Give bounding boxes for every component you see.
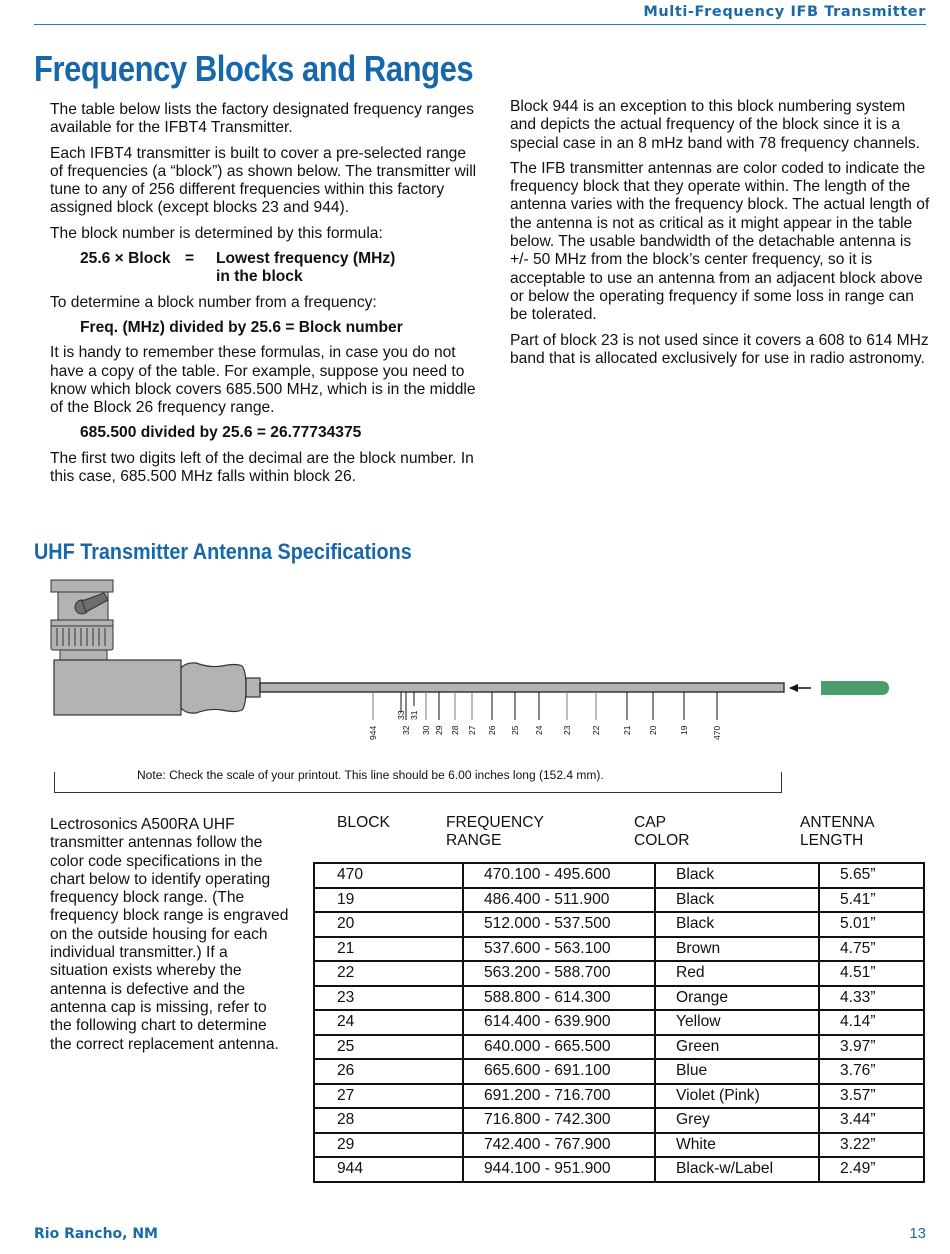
column-header-cap-color [634,814,689,851]
table-row [314,863,924,888]
cap-color-cell: Grey [655,1108,819,1133]
antenna-length-cell: 2.49” [819,1157,924,1182]
paragraph: Part of block 23 is not used since it covers a 608 to 614 MHz band that is allocated exclusively for use in radio astronomy. [510,331,929,367]
paragraph: Each IFBT4 transmitter is built to cover a pre-selected range of frequencies (a “block”) as shown below. The transmitter will tune to any of 256 different frequencies within this factory assigned block (except blocks 23 and 944). [50,144,477,217]
antenna-length-cell: 4.33” [819,986,924,1011]
tick-label: 24 [534,725,544,735]
block-cell: 944 [314,1157,463,1182]
header-line: BLOCK [337,814,390,831]
block-cell: 21 [314,937,463,962]
block-cell: 27 [314,1084,463,1109]
block-cell: 25 [314,1035,463,1060]
tick-label: 21 [622,725,632,735]
frequency-range-cell: 944.100 - 951.900 [463,1157,655,1182]
block-cell: 29 [314,1133,463,1158]
block-number-formula: Freq. (MHz) divided by 25.6 = Block number [80,318,403,336]
block-cell: 22 [314,961,463,986]
page-title: Frequency Blocks and Ranges [34,48,474,89]
block-cell: 26 [314,1059,463,1084]
table-row [314,1084,924,1109]
table-row [314,937,924,962]
formula-equals: = [185,250,195,268]
header-line: RANGE [446,832,502,850]
block-cell: 19 [314,888,463,913]
tick-label: 29 [434,725,444,735]
header-line: FREQUENCY [446,814,544,831]
frequency-range-cell: 742.400 - 767.900 [463,1133,655,1158]
paragraph: The table below lists the factory designated frequency ranges available for the IFBT4 Transmitter. [50,101,474,137]
tick-label: 19 [679,725,689,735]
scale-note: Note: Check the scale of your printout. This line should be 6.00 inches long (152.4 mm). [137,768,604,782]
antenna-spec-table [313,862,925,1183]
table-row [314,1010,924,1035]
antenna-length-cell: 3.97” [819,1035,924,1060]
tick-label: 944 [368,725,378,740]
paragraph: The first two digits left of the decimal are the block number. In this case, 685.500 MHz falls within block 26. [50,449,474,486]
arrow-left-icon [789,684,811,692]
formula-rhs-line: Lowest frequency (MHz) [216,250,396,268]
header-divider [34,24,926,25]
page-number: 13 [909,1225,926,1242]
cap-color-cell: Green [655,1035,819,1060]
tick-label: 470 [712,725,722,740]
tick-label: 26 [487,725,497,735]
cap-color-cell: Black [655,912,819,937]
formula-rhs-line: in the block [216,268,303,286]
table-row [314,1108,924,1133]
header-line: COLOR [634,832,690,850]
table-row [314,888,924,913]
tick-label: 23 [562,725,572,735]
footer-location: Rio Rancho, NM [34,1226,158,1242]
cap-color-cell: Yellow [655,1010,819,1035]
frequency-range-cell: 486.400 - 511.900 [463,888,655,913]
cap-color-cell: Orange [655,986,819,1011]
formula-lhs: 25.6 × Block [80,250,171,268]
tick-label: 25 [510,725,520,735]
header-line: CAP [634,814,667,831]
tick-label: 27 [467,725,477,735]
cap-color-cell: White [655,1133,819,1158]
block-cell: 23 [314,986,463,1011]
table-row [314,986,924,1011]
antenna-description: Lectrosonics A500RA UHF transmitter antennas follow the color code specifications in the chart below to identify operating frequency block range. (The frequency block range is engraved on the outside housing for each individual transmitter.) If a situation exists whereby the antenna is defective and the antenna cap is missing, refer to the following chart to determine the correct replacement antenna. [50,816,289,1053]
header-line: LENGTH [800,832,864,850]
antenna-length-cell: 4.14” [819,1010,924,1035]
frequency-range-cell: 614.400 - 639.900 [463,1010,655,1035]
paragraph: The IFB transmitter antennas are color coded to indicate the frequency block that they operate within. The length of the antenna varies with the frequency block. The actual length of the antenna is not as critical as it might appear in the table below. The usable bandwidth of the detachable antenna is +/- 50 MHz from the block’s center frequency, so it is acceptable to use an antenna from an adjacent block above or below the operating frequency if some loss in range can be tolerated. [510,159,930,324]
block-cell: 28 [314,1108,463,1133]
cap-color-cell: Violet (Pink) [655,1084,819,1109]
cap-color-cell: Black-w/Label [655,1157,819,1182]
antenna-length-cell: 3.22” [819,1133,924,1158]
bnc-connector-icon [51,580,260,715]
cap-color-cell: Black [655,863,819,888]
paragraph: The block number is determined by this formula: [50,224,383,242]
frequency-range-cell: 470.100 - 495.600 [463,863,655,888]
right-column [510,98,930,375]
paragraph: It is handy to remember these formulas, in case you do not have a copy of the table. For example, suppose you need to know which block covers 685.500 MHz, which is in the middle of the Block 26 frequency range. [50,344,476,417]
antenna-length-cell: 3.44” [819,1108,924,1133]
column-header-antenna-length [800,814,875,851]
tick-label: 32 [401,725,411,735]
cap-color-cell: Blue [655,1059,819,1084]
antenna-length-cell: 3.57” [819,1084,924,1109]
frequency-range-cell: 537.600 - 563.100 [463,937,655,962]
table-row [314,1059,924,1084]
table-row [314,912,924,937]
paragraph: To determine a block number from a frequency: [50,293,377,311]
running-header: Multi-Frequency IFB Transmitter [643,4,926,20]
frequency-range-cell: 665.600 - 691.100 [463,1059,655,1084]
antenna-length-cell: 4.75” [819,937,924,962]
antenna-length-cell: 5.01” [819,912,924,937]
frequency-range-cell: 563.200 - 588.700 [463,961,655,986]
antenna-length-cell: 5.65” [819,863,924,888]
frequency-range-cell: 512.000 - 537.500 [463,912,655,937]
cap-color-cell: Brown [655,937,819,962]
table-row [314,1035,924,1060]
block-cell: 24 [314,1010,463,1035]
left-column [50,101,480,493]
block-formula [50,250,480,287]
column-header-block [337,814,390,832]
table-row [314,961,924,986]
paragraph: Block 944 is an exception to this block numbering system and depicts the actual frequency of the block since it is a special case in an 8 mHz band with 78 frequency channels. [510,98,921,152]
tick-label: 22 [591,725,601,735]
header-line: ANTENNA [800,814,875,831]
antenna-cap-icon [821,681,889,695]
tick-label: 20 [648,725,658,735]
frequency-range-cell: 640.000 - 665.500 [463,1035,655,1060]
antenna-rod [260,683,784,692]
frequency-range-cell: 588.800 - 614.300 [463,986,655,1011]
antenna-length-cell: 4.51” [819,961,924,986]
block-cell: 470 [314,863,463,888]
frequency-range-cell: 716.800 - 742.300 [463,1108,655,1133]
tick-label: 33 [396,710,406,720]
antenna-length-cell: 5.41” [819,888,924,913]
column-header-frequency-range [446,814,544,851]
block-tick-marks [368,692,722,740]
tick-label: 28 [450,725,460,735]
tick-label: 30 [421,725,431,735]
table-row [314,1133,924,1158]
cap-color-cell: Black [655,888,819,913]
section-title: UHF Transmitter Antenna Specifications [34,539,412,564]
antenna-diagram [0,570,950,750]
frequency-range-cell: 691.200 - 716.700 [463,1084,655,1109]
tick-label: 31 [409,710,419,720]
formula-rhs [216,250,395,287]
example-calculation: 685.500 divided by 25.6 = 26.77734375 [80,424,362,442]
antenna-length-cell: 3.76” [819,1059,924,1084]
cap-color-cell: Red [655,961,819,986]
block-cell: 20 [314,912,463,937]
table-row [314,1157,924,1182]
